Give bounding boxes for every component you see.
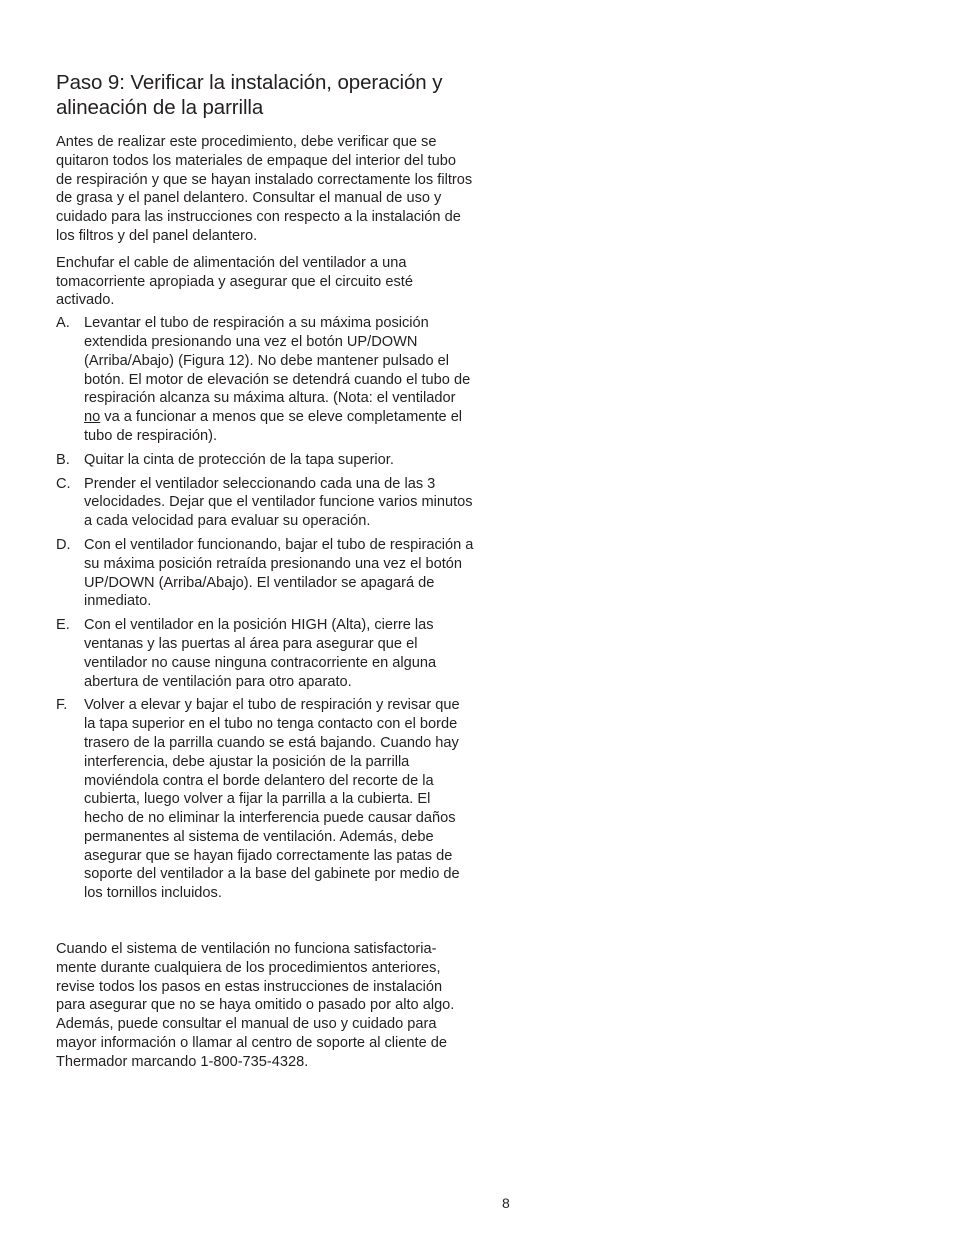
step-item-a	[56, 314, 474, 446]
step-text: Quitar la cinta de protección de la tapa superior.	[84, 451, 394, 468]
step-letter: C.	[56, 475, 71, 492]
step-item-d	[56, 536, 474, 611]
page-number: 8	[502, 1195, 510, 1211]
step-item-f	[56, 696, 474, 903]
closing-paragraph: Cuando el sistema de ventilación no funciona satisfactoria-mente durante cualquiera de los procedimientos anteriores, revise todos los pasos en estas instrucciones de instalación para asegurar que no se haya omitido o pasado por alto algo. Además, puede consultar el manual de uso y cuidado para mayor información o llamar al centro de soporte al cliente de Thermador marcando 1-800-735-4328.	[56, 941, 455, 1070]
step-letter: D.	[56, 536, 71, 553]
step-text: Con el ventilador en la posición HIGH (Alta), cierre las ventanas y las puertas al área para asegurar que el ventilador no cause ninguna contracorriente en alguna abertura de ventilación para otro aparato.	[84, 617, 437, 690]
step-text: Volver a elevar y bajar el tubo de respiración y revisar que la tapa superior en el tubo no tenga contacto con el borde trasero de la parrilla cuando se está bajando. Cuando hay interferencia, debe ajustar la posición de la parrilla moviéndola contra el borde delantero del recorte de la cubierta, luego volver a fijar la parrilla a la cubierta. El hecho de no eliminar la interferencia puede causar daños permanentes al sistema de ventilación. Además, debe asegurar que se hayan fijado correctamente las patas de soporte del ventilador a la base del gabinete por medio de los tornillos incluidos.	[84, 697, 460, 902]
underlined-word: no	[84, 409, 101, 426]
step-list	[56, 314, 474, 903]
section-heading: Paso 9: Verificar la instalación, operación y alineación de la parrilla	[56, 71, 443, 119]
step-item-c	[56, 475, 474, 531]
step-text: Con el ventilador funcionando, bajar el tubo de respiración a su máxima posición retraída presionando una vez el botón UP/DOWN (Arriba/Abajo). El ventilador se apagará de inmediato.	[84, 536, 474, 610]
step-item-e	[56, 616, 474, 691]
step-letter: F.	[56, 697, 68, 714]
step-letter: E.	[56, 617, 70, 634]
intro-paragraph-2: Enchufar el cable de alimentación del ventilador a una tomacorriente apropiada y asegurar que el circuito esté activado.	[56, 254, 413, 309]
step-text: Levantar el tubo de respiración a su máxima posición extendida presionando una vez el botón UP/DOWN (Arriba/Abajo) (Figura 12). No debe mantener pulsado el botón. El motor de elevación se detendrá cuando el tubo de respiración alcanza su máxima altura. (Nota: el ventilador no va a funcionar a menos que se eleve completamente el tubo de respiración).	[84, 315, 471, 444]
step-letter: B.	[56, 451, 70, 468]
step-letter: A.	[56, 315, 70, 332]
intro-paragraph-1: Antes de realizar este procedimiento, debe verificar que se quitaron todos los materiales de empaque del interior del tubo de respiración y que se hayan instalado correctamente los filtros de grasa y el panel delantero. Consultar el manual de uso y cuidado para las instrucciones con respecto a la instalación de los filtros y del panel delantero.	[56, 134, 473, 244]
step-item-b	[56, 451, 474, 470]
step-text: Prender el ventilador seleccionando cada una de las 3 velocidades. Dejar que el ventilador funcione varios minutos a cada velocidad para evaluar su operación.	[84, 475, 473, 530]
text-column	[56, 70, 474, 1080]
